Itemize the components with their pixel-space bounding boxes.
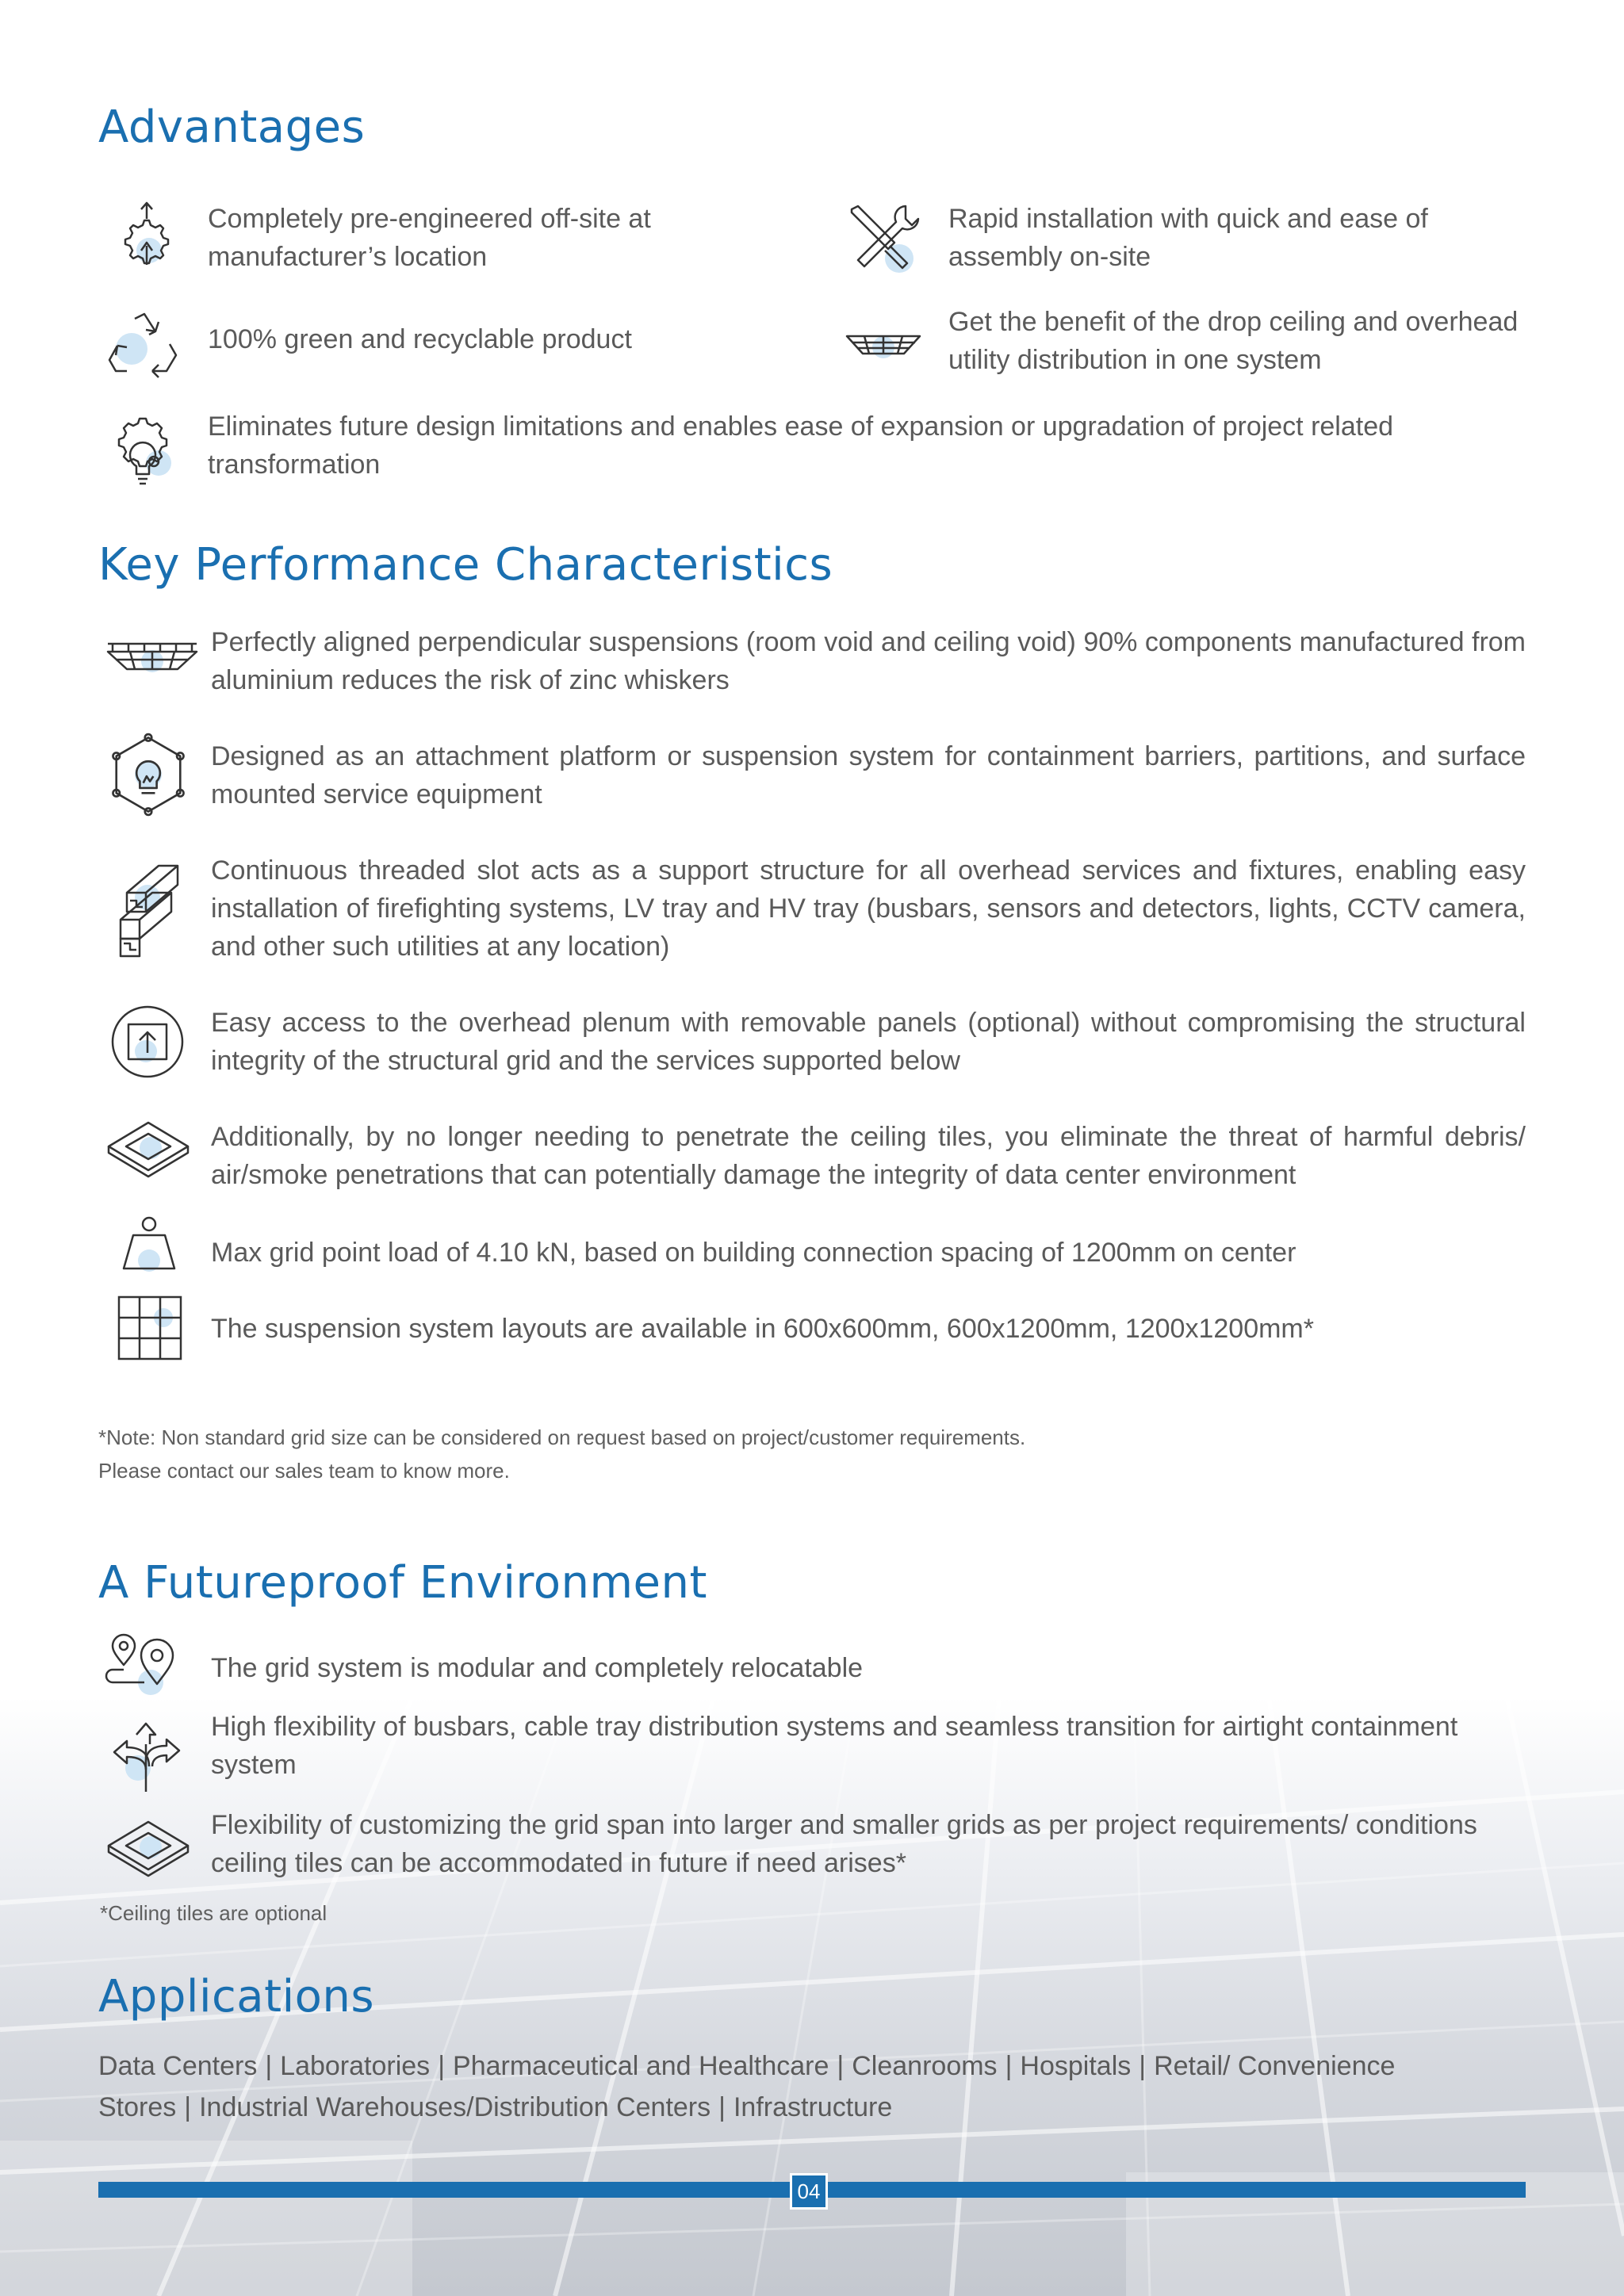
futureproof-heading: A Futureproof Environment	[98, 1557, 707, 1609]
drop-ceiling-icon	[844, 306, 923, 385]
tools-icon	[844, 200, 923, 279]
application-separator: |	[265, 2051, 273, 2081]
application-item: Pharmaceutical and Healthcare	[453, 2051, 829, 2081]
application-item: Industrial Warehouses/Distribution Centers	[199, 2092, 711, 2122]
advantage-item-text: Rapid installation with quick and ease of assembly on-site	[948, 204, 1428, 272]
futureproof-item-text: Flexibility of customizing the grid span into larger and smaller grids as per project requirements/ conditions ceiling tiles can be accommodated in future if need arises*	[211, 1810, 1477, 1878]
advantage-item-text: Get the benefit of the drop ceiling and overhead utility distribution in one system	[948, 307, 1519, 375]
advantage-item-text: 100% green and recyclable product	[208, 324, 632, 354]
application-separator: |	[438, 2051, 446, 2081]
page-number: 04	[790, 2173, 828, 2210]
application-item: Cleanrooms	[852, 2051, 998, 2081]
advantage-item-text: Completely pre-engineered off-site at manufacturer’s location	[208, 204, 651, 272]
attachment-platform-icon	[106, 733, 190, 817]
ceiling-tile-icon	[105, 1812, 192, 1892]
grid-layout-icon	[116, 1294, 184, 1362]
advantages-heading: Advantages	[98, 101, 366, 153]
application-separator: |	[1139, 2051, 1147, 2081]
kpc-item-text: Designed as an attachment platform or suspension system for containment barriers, partitions, and surface mounted service equipment	[211, 741, 1526, 809]
kpc-item-text: The suspension system layouts are available in 600x600mm, 600x1200mm, 1200x1200mm*	[211, 1314, 1314, 1344]
branching-arrows-icon	[106, 1717, 186, 1797]
application-separator: |	[184, 2092, 192, 2122]
futureproof-note: *Ceiling tiles are optional	[100, 1901, 327, 1925]
relocation-pin-icon	[105, 1628, 192, 1700]
suspension-grid-icon	[105, 620, 200, 699]
application-separator: |	[718, 2092, 726, 2122]
application-item: Data Centers	[98, 2051, 258, 2081]
recycle-icon	[105, 304, 184, 384]
engineering-gear-icon	[105, 198, 184, 277]
ceiling-tile-icon	[105, 1113, 192, 1192]
kpc-heading: Key Performance Characteristics	[98, 539, 833, 591]
kpc-note-line-1: *Note: Non standard grid size can be considered on request based on project/customer requirements.	[98, 1425, 1026, 1449]
application-separator: |	[1005, 2051, 1013, 2081]
kpc-item-text: Max grid point load of 4.10 kN, based on building connection spacing of 1200mm on center	[211, 1238, 1297, 1268]
application-item: Retail/ Convenience Stores	[98, 2051, 1396, 2122]
weight-load-icon	[119, 1213, 179, 1284]
kpc-item-text: Perfectly aligned perpendicular suspensions (room void and ceiling void) 90% components manufactured from aluminium reduces the risk of zinc whiskers	[211, 627, 1526, 695]
application-item: Infrastructure	[733, 2092, 893, 2122]
threaded-slot-icon	[111, 861, 190, 959]
kpc-item-text: Easy access to the overhead plenum with removable panels (optional) without compromising the structural integrity of the structural grid and the services supported below	[211, 1008, 1526, 1076]
application-item: Laboratories	[280, 2051, 431, 2081]
futureproof-item-text: The grid system is modular and completely relocatable	[211, 1653, 864, 1683]
applications-list	[98, 2045, 1526, 2128]
advantage-item-text: Eliminates future design limitations and enables ease of expansion or upgradation of project related transformation	[208, 411, 1394, 480]
kpc-note-line-2: Please contact our sales team to know more.	[98, 1459, 510, 1483]
futureproof-item-text: High flexibility of busbars, cable tray distribution systems and seamless transition for airtight containment system	[211, 1712, 1458, 1780]
application-separator: |	[837, 2051, 845, 2081]
application-item: Hospitals	[1020, 2051, 1132, 2081]
kpc-item-text: Additionally, by no longer needing to penetrate the ceiling tiles, you eliminate the threat of harmful debris/ air/smoke penetrations that can potentially damage the integrity of data center environment	[211, 1122, 1526, 1190]
kpc-item-text: Continuous threaded slot acts as a support structure for all overhead services and fixtures, enabling easy installation of firefighting systems, LV tray and HV tray (busbars, sensors and detectors, lights, CCTV camera, and other such utilities at any location)	[211, 855, 1526, 962]
access-panel-icon	[108, 1002, 187, 1081]
lightbulb-gear-icon	[105, 411, 184, 490]
applications-heading: Applications	[98, 1971, 375, 2022]
